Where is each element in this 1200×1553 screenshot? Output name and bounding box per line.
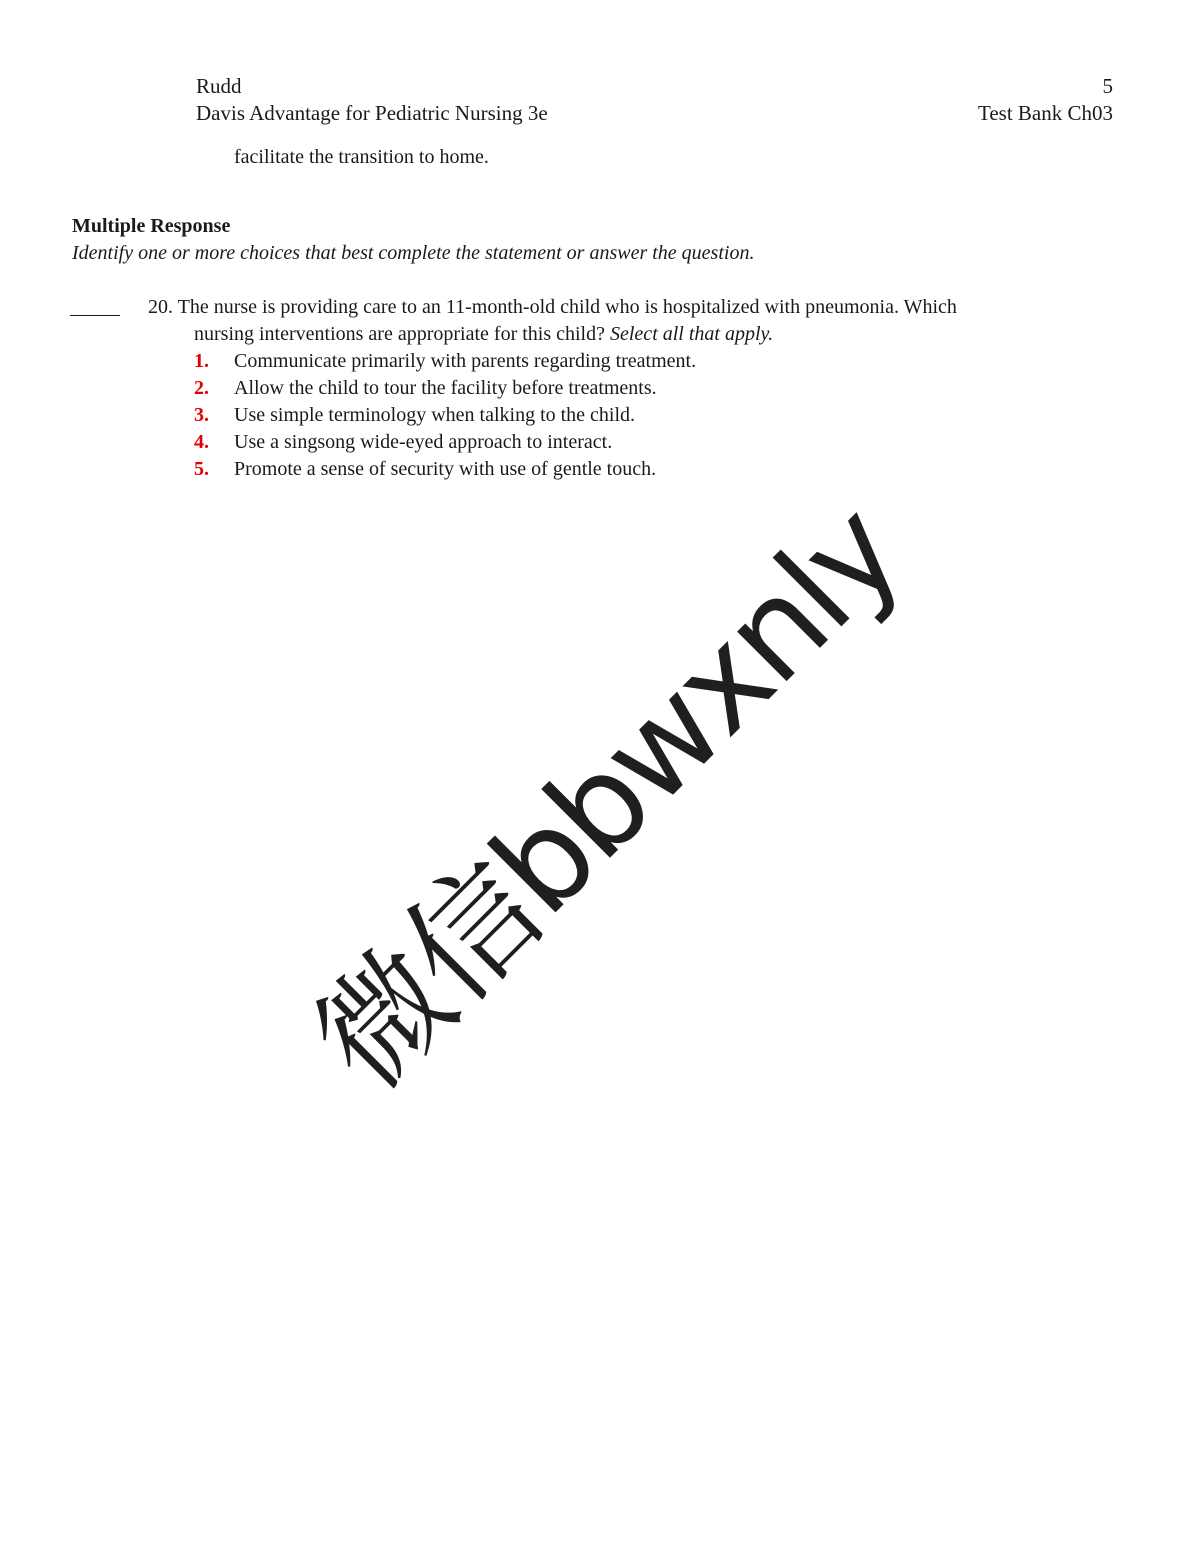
option-item [194,350,696,373]
header-section: Test Bank Ch03 [977,101,1113,125]
option-text: Allow the child to tour the facility before treatments. [234,377,657,399]
section-heading: Multiple Response [72,215,231,237]
option-number: 4. [194,431,209,453]
select-all-note: Select all that apply. [610,323,774,345]
continuation-text: facilitate the transition to home. [234,146,489,168]
header-page-number: 5 [1102,74,1113,98]
option-text: Use a singsong wide-eyed approach to interact. [234,431,613,453]
watermark: 微信bbwxnly [288,478,928,1118]
section-instructions: Identify one or more choices that best complete the statement or answer the question. [72,242,755,264]
question-stem-line2 [194,323,773,346]
header-book-title: Davis Advantage for Pediatric Nursing 3e [196,101,548,125]
option-text: Communicate primarily with parents regarding treatment. [234,350,697,372]
option-number: 5. [194,458,209,480]
option-number: 3. [194,404,209,426]
question-stem-line1: 20. The nurse is providing care to an 11-month-old child who is hospitalized with pneumonia. Which [148,296,957,318]
option-number: 2. [194,377,209,399]
header-author: Rudd [196,74,242,98]
option-item [194,431,612,454]
option-number: 1. [194,350,209,372]
option-item [194,404,635,427]
option-text: Promote a sense of security with use of gentle touch. [234,458,657,480]
option-item [194,458,656,481]
option-text: Use simple terminology when talking to the child. [234,404,636,426]
answer-blank [70,315,120,316]
question-stem-text: nursing interventions are appropriate for this child? [194,323,605,345]
option-item [194,377,657,400]
